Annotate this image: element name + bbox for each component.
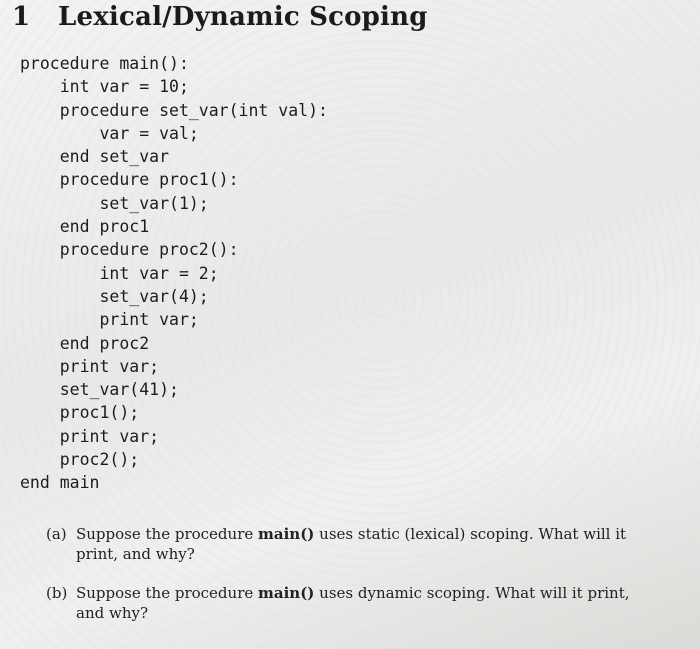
code-line: set_var(4);: [20, 286, 209, 306]
code-line: set_var(41);: [20, 380, 179, 400]
code-line: procedure proc2():: [20, 240, 239, 260]
code-line: int var = 10;: [20, 77, 189, 97]
section-number: 1: [12, 2, 31, 32]
question-list: [46, 524, 666, 642]
code-line: proc2();: [20, 450, 140, 470]
code-line: procedure main():: [20, 54, 189, 73]
question-text-part: uses dynamic scoping. What will it print, and why?: [76, 584, 630, 622]
code-line: print var;: [20, 426, 160, 446]
question-label: (a): [46, 525, 67, 543]
code-line: end main: [20, 473, 100, 493]
code-line: procedure proc1():: [20, 170, 239, 190]
question-text: [76, 583, 636, 623]
code-line: var = val;: [20, 123, 199, 143]
code-line: set_var(1);: [20, 193, 209, 213]
question-text-part: uses static (lexical) scoping. What will it print, and why?: [76, 525, 627, 563]
question-bold-term: main(): [258, 584, 315, 602]
question-text: [76, 524, 636, 564]
code-line: end proc1: [20, 217, 150, 237]
question-a: [46, 524, 666, 564]
question-label: (b): [46, 584, 68, 602]
code-line: end proc2: [20, 333, 150, 353]
code-block: [20, 52, 328, 495]
section-title: Lexical/Dynamic Scoping: [58, 2, 428, 32]
code-line: proc1();: [20, 403, 140, 423]
question-text-part: Suppose the procedure: [76, 525, 259, 543]
question-text-part: Suppose the procedure: [76, 584, 259, 602]
question-bold-term: main(): [258, 525, 315, 543]
section-heading: [12, 2, 428, 32]
question-b: [46, 583, 666, 623]
code-line: end set_var: [20, 147, 170, 167]
code-line: int var = 2;: [20, 263, 219, 283]
code-line: procedure set_var(int val):: [20, 100, 328, 120]
code-line: print var;: [20, 356, 160, 376]
code-line: print var;: [20, 310, 199, 330]
